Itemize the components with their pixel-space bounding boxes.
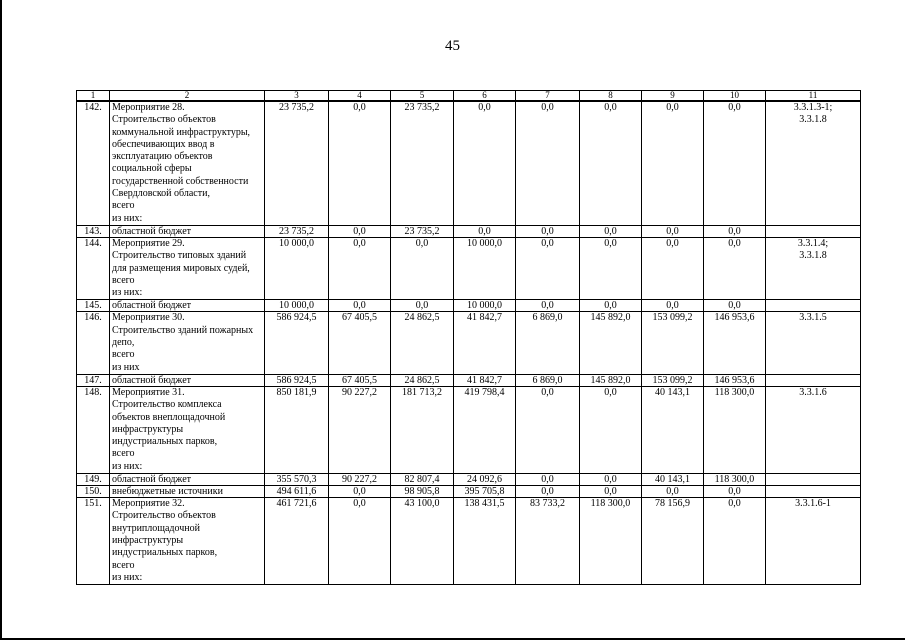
column-number-row [77, 91, 861, 102]
value-cell-col-7: 0,0 [516, 486, 580, 498]
value-cell-col-9: 153 099,2 [642, 312, 704, 374]
value-cell-col-8: 0,0 [580, 486, 642, 498]
value-cell-col-9: 0,0 [642, 237, 704, 299]
row-name [110, 486, 265, 498]
value-cell-col-10: 146 953,6 [704, 312, 766, 374]
ref-line: 3.3.1.8 [799, 250, 827, 262]
target-indicator-ref [766, 474, 861, 486]
value-cell-col-3: 461 721,6 [265, 498, 329, 585]
ref-line: 3.3.1.4; [797, 237, 829, 249]
row-number: 151. [77, 498, 110, 585]
row-name [110, 374, 265, 386]
row-name-line: областной бюджет [112, 474, 192, 486]
value-cell-col-8: 0,0 [580, 300, 642, 312]
row-name [110, 237, 265, 299]
value-cell-col-8: 0,0 [580, 386, 642, 473]
value-cell-col-3: 494 611,6 [265, 486, 329, 498]
value-cell-col-8: 118 300,0 [580, 498, 642, 585]
value-cell-col-3: 586 924,5 [265, 312, 329, 374]
value-cell-col-9: 0,0 [642, 101, 704, 225]
value-cell-col-6: 41 842,7 [454, 374, 516, 386]
column-number-10: 10 [704, 91, 766, 102]
value-cell-col-7: 6 869,0 [516, 312, 580, 374]
target-indicator-ref [766, 374, 861, 386]
row-number: 147. [77, 374, 110, 386]
value-cell-col-4: 0,0 [329, 101, 391, 225]
row-name-line: социальной сферы [112, 163, 192, 175]
row-name-line: из них: [112, 212, 143, 224]
column-number-3: 3 [265, 91, 329, 102]
row-name-line: всего [112, 274, 135, 286]
value-cell-col-6: 138 431,5 [454, 498, 516, 585]
value-cell-col-5: 181 713,2 [391, 386, 454, 473]
value-cell-col-7: 6 869,0 [516, 374, 580, 386]
row-name-line: областной бюджет [112, 374, 192, 386]
value-cell-col-7: 0,0 [516, 101, 580, 225]
value-cell-col-7: 0,0 [516, 300, 580, 312]
value-cell-col-8: 0,0 [580, 101, 642, 225]
target-indicator-ref [766, 225, 861, 237]
row-name-line: внутриплощадочной [112, 522, 200, 534]
table-row [77, 486, 861, 498]
value-cell-col-9: 153 099,2 [642, 374, 704, 386]
row-name [110, 225, 265, 237]
value-cell-col-8: 0,0 [580, 474, 642, 486]
column-number-6: 6 [454, 91, 516, 102]
value-cell-col-3: 23 735,2 [265, 101, 329, 225]
row-name-line: Мероприятие 29. [112, 237, 185, 249]
row-number: 142. [77, 101, 110, 225]
row-name-line: из них: [112, 460, 143, 472]
target-indicator-ref [766, 486, 861, 498]
column-number-9: 9 [642, 91, 704, 102]
row-name-line: всего [112, 448, 135, 460]
row-name-line: Мероприятие 30. [112, 312, 185, 324]
target-indicator-ref [766, 386, 861, 473]
value-cell-col-7: 0,0 [516, 225, 580, 237]
value-cell-col-7: 0,0 [516, 237, 580, 299]
value-cell-col-5: 82 807,4 [391, 474, 454, 486]
value-cell-col-9: 40 143,1 [642, 474, 704, 486]
value-cell-col-6: 10 000,0 [454, 300, 516, 312]
value-cell-col-6: 0,0 [454, 101, 516, 225]
value-cell-col-3: 586 924,5 [265, 374, 329, 386]
row-name-line: Строительство объектов [112, 114, 216, 126]
value-cell-col-4: 0,0 [329, 498, 391, 585]
value-cell-col-10: 146 953,6 [704, 374, 766, 386]
row-number: 144. [77, 237, 110, 299]
row-name-line: всего [112, 349, 135, 361]
column-number-4: 4 [329, 91, 391, 102]
table-row [77, 237, 861, 299]
table-row [77, 374, 861, 386]
row-name-line: коммунальной инфраструктуры, [112, 126, 251, 138]
value-cell-col-7: 0,0 [516, 474, 580, 486]
target-indicator-ref [766, 237, 861, 299]
row-number: 150. [77, 486, 110, 498]
table-row [77, 386, 861, 473]
row-name-line: из них: [112, 287, 143, 299]
row-number: 145. [77, 300, 110, 312]
value-cell-col-10: 118 300,0 [704, 474, 766, 486]
value-cell-col-8: 0,0 [580, 225, 642, 237]
table-row [77, 101, 861, 225]
table-row [77, 300, 861, 312]
value-cell-col-5: 23 735,2 [391, 101, 454, 225]
target-indicator-ref [766, 312, 861, 374]
budget-table [76, 90, 861, 585]
row-number: 143. [77, 225, 110, 237]
value-cell-col-6: 24 092,6 [454, 474, 516, 486]
value-cell-col-3: 10 000,0 [265, 237, 329, 299]
row-name-line: всего [112, 200, 135, 212]
column-number-5: 5 [391, 91, 454, 102]
value-cell-col-3: 23 735,2 [265, 225, 329, 237]
column-number-11: 11 [766, 91, 861, 102]
value-cell-col-6: 0,0 [454, 225, 516, 237]
value-cell-col-10: 0,0 [704, 101, 766, 225]
row-name-line: Строительство объектов [112, 510, 216, 522]
value-cell-col-5: 0,0 [391, 300, 454, 312]
value-cell-col-7: 83 733,2 [516, 498, 580, 585]
row-name-line: внебюджетные источники [112, 486, 223, 498]
row-name-line: Свердловской области, [112, 188, 210, 200]
column-number-7: 7 [516, 91, 580, 102]
row-name-line: Строительство комплекса [112, 399, 222, 411]
row-name-line: государственной собственности [112, 175, 249, 187]
table-row [77, 474, 861, 486]
ref-line: 3.3.1.6-1 [795, 498, 831, 510]
value-cell-col-3: 10 000,0 [265, 300, 329, 312]
value-cell-col-10: 0,0 [704, 237, 766, 299]
value-cell-col-9: 40 143,1 [642, 386, 704, 473]
row-number: 149. [77, 474, 110, 486]
row-name-line: индустриальных парков, [112, 547, 218, 559]
ref-line: 3.3.1.6 [799, 386, 827, 398]
value-cell-col-3: 850 181,9 [265, 386, 329, 473]
row-name-line: Строительство типовых зданий [112, 250, 247, 262]
value-cell-col-10: 118 300,0 [704, 386, 766, 473]
value-cell-col-4: 0,0 [329, 300, 391, 312]
ref-line: 3.3.1.8 [799, 114, 827, 126]
row-number: 146. [77, 312, 110, 374]
column-number-2: 2 [110, 91, 265, 102]
row-name-line: индустриальных парков, [112, 436, 218, 448]
value-cell-col-5: 23 735,2 [391, 225, 454, 237]
table-row [77, 225, 861, 237]
value-cell-col-10: 0,0 [704, 225, 766, 237]
row-name-line: для размещения мировых судей, [112, 262, 250, 274]
row-name-line: Мероприятие 31. [112, 386, 185, 398]
value-cell-col-9: 0,0 [642, 225, 704, 237]
row-name [110, 101, 265, 225]
value-cell-col-6: 10 000,0 [454, 237, 516, 299]
value-cell-col-8: 145 892,0 [580, 312, 642, 374]
row-name-line: инфраструктуры [112, 534, 184, 546]
ref-line: 3.3.1.3-1; [793, 102, 833, 113]
row-name-line: областной бюджет [112, 300, 192, 312]
value-cell-col-5: 24 862,5 [391, 374, 454, 386]
row-name-line: областной бюджет [112, 225, 192, 237]
value-cell-col-9: 0,0 [642, 300, 704, 312]
row-name-line: эксплуатацию объектов [112, 151, 213, 163]
value-cell-col-4: 90 227,2 [329, 386, 391, 473]
value-cell-col-5: 0,0 [391, 237, 454, 299]
value-cell-col-3: 355 570,3 [265, 474, 329, 486]
row-number: 148. [77, 386, 110, 473]
row-name-line: Строительство зданий пожарных [112, 324, 254, 336]
row-name-line: Мероприятие 32. [112, 498, 185, 510]
row-name [110, 312, 265, 374]
table-row [77, 312, 861, 374]
value-cell-col-4: 67 405,5 [329, 374, 391, 386]
value-cell-col-9: 78 156,9 [642, 498, 704, 585]
value-cell-col-10: 0,0 [704, 300, 766, 312]
value-cell-col-10: 0,0 [704, 486, 766, 498]
value-cell-col-8: 145 892,0 [580, 374, 642, 386]
value-cell-col-6: 395 705,8 [454, 486, 516, 498]
row-name [110, 498, 265, 585]
value-cell-col-5: 98 905,8 [391, 486, 454, 498]
row-name [110, 474, 265, 486]
row-name [110, 300, 265, 312]
value-cell-col-9: 0,0 [642, 486, 704, 498]
value-cell-col-8: 0,0 [580, 237, 642, 299]
value-cell-col-7: 0,0 [516, 386, 580, 473]
row-name-line: всего [112, 559, 135, 571]
page-number: 45 [445, 38, 460, 54]
column-number-1: 1 [77, 91, 110, 102]
row-name-line: из них: [112, 571, 143, 583]
row-name-line: депо, [112, 337, 135, 349]
value-cell-col-4: 0,0 [329, 225, 391, 237]
ref-line: 3.3.1.5 [799, 312, 827, 324]
value-cell-col-10: 0,0 [704, 498, 766, 585]
row-name-line: из них [112, 361, 140, 373]
row-name-line: объектов внеплощадочной [112, 411, 226, 423]
column-number-8: 8 [580, 91, 642, 102]
table-row [77, 498, 861, 585]
target-indicator-ref [766, 498, 861, 585]
value-cell-col-4: 67 405,5 [329, 312, 391, 374]
value-cell-col-5: 24 862,5 [391, 312, 454, 374]
value-cell-col-6: 419 798,4 [454, 386, 516, 473]
target-indicator-ref [766, 101, 861, 225]
target-indicator-ref [766, 300, 861, 312]
row-name-line: Мероприятие 28. [112, 102, 185, 113]
value-cell-col-5: 43 100,0 [391, 498, 454, 585]
row-name [110, 386, 265, 473]
value-cell-col-4: 0,0 [329, 237, 391, 299]
row-name-line: обеспечивающих ввод в [112, 138, 215, 150]
value-cell-col-6: 41 842,7 [454, 312, 516, 374]
value-cell-col-4: 0,0 [329, 486, 391, 498]
value-cell-col-4: 90 227,2 [329, 474, 391, 486]
row-name-line: инфраструктуры [112, 423, 184, 435]
